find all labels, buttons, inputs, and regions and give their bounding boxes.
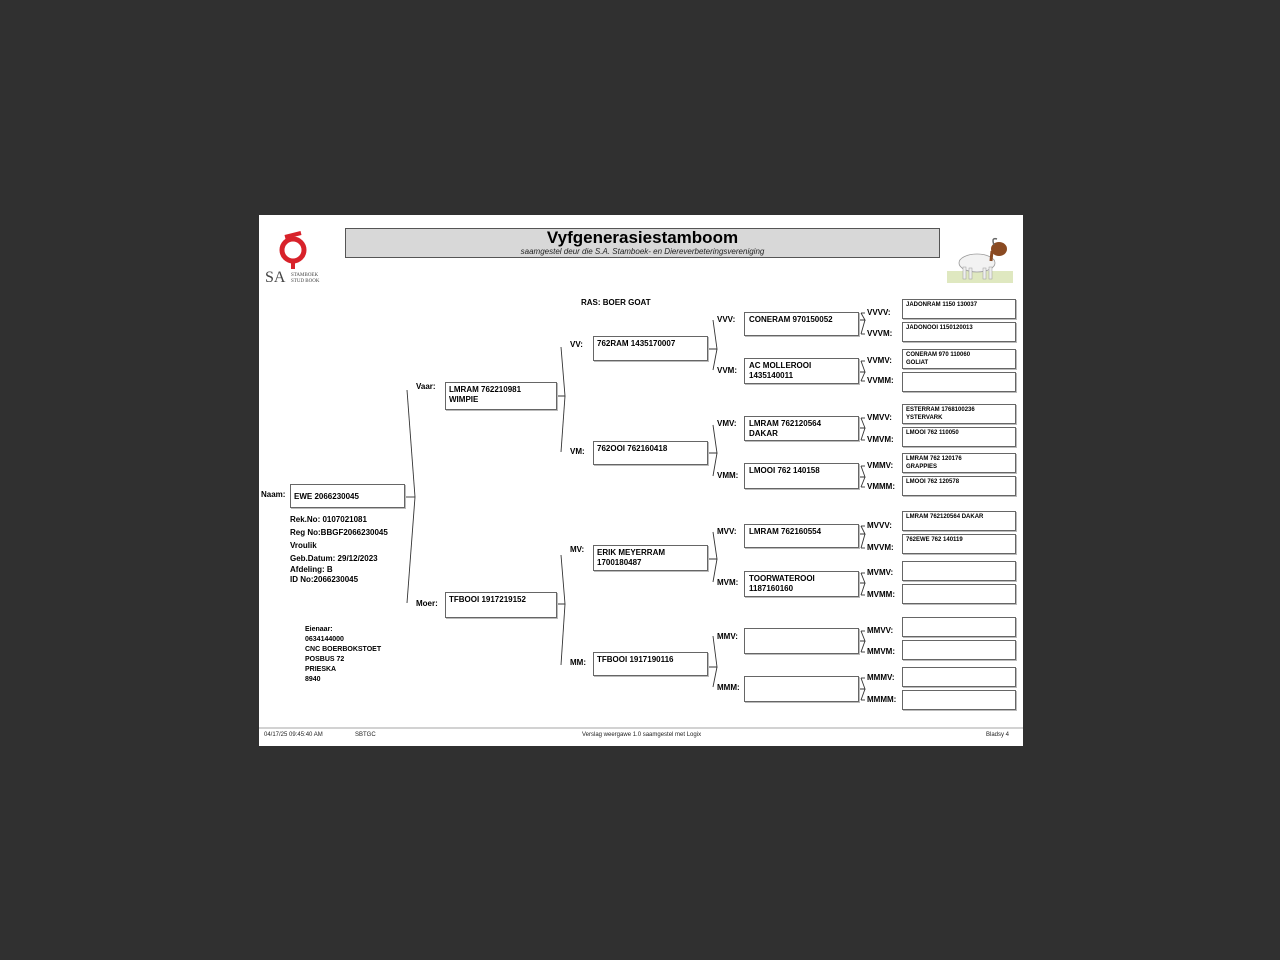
pedigree-MM	[593, 652, 708, 676]
label-VV: VV:	[570, 340, 583, 349]
label-MVVV: MVVV:	[867, 521, 892, 530]
pedigree-MMV	[744, 628, 859, 654]
label-VVM: VVM:	[717, 366, 737, 375]
pedigree-MV	[593, 545, 708, 571]
pedigree-VVVV	[902, 299, 1016, 319]
page-subtitle: saamgestel deur die S.A. Stamboek- en Diereverbeteringsvereniging	[520, 247, 765, 256]
pedigree-VMVM	[902, 427, 1016, 447]
pedigree-MVVM	[902, 534, 1016, 554]
label-VVV: VVV:	[717, 315, 736, 324]
pedigree-document	[259, 215, 1023, 746]
owner-label: Eienaar:	[305, 626, 333, 633]
name-V: LMRAM 762210981 WIMPIE	[449, 385, 522, 404]
owner-number: 0634144000	[305, 636, 344, 643]
animal-name-box: EWE 2066230045	[290, 484, 405, 508]
animal-name-label: Naam:	[261, 490, 286, 499]
pedigree-VM	[593, 441, 708, 465]
label-MMMM: MMMM:	[867, 695, 897, 704]
name-VVMV: CONERAM 970 110060 GOLIAT	[906, 352, 971, 366]
label-MMV: MMV:	[717, 632, 738, 641]
pedigree-VVVM	[902, 322, 1016, 342]
pedigree-V	[445, 382, 557, 410]
label-VMMV: VMMV:	[867, 461, 894, 470]
pedigree-MVMV	[902, 561, 1016, 581]
footer-code: SBTGC	[355, 732, 376, 738]
label-VVVM: VVVM:	[867, 329, 893, 338]
label-MMM: MMM:	[717, 683, 740, 692]
owner-address: POSBUS 72	[305, 656, 345, 663]
name-MVM: TOORWATEROOI 1187160160	[749, 574, 815, 593]
pedigree-VMM	[744, 463, 859, 489]
label-MVMM: MVMM:	[867, 590, 895, 599]
label-MV: MV:	[570, 545, 585, 554]
pedigree-MMVV	[902, 617, 1016, 637]
label-VMV: VMV:	[717, 419, 737, 428]
name-MM: TFBOOI 1917190116	[597, 655, 674, 664]
page-title: Vyfgenerasiestamboom	[546, 228, 739, 247]
pedigree-VVMV	[902, 349, 1016, 369]
owner-block	[305, 625, 381, 685]
label-MM: MM:	[570, 658, 586, 667]
sex: Vroulik	[290, 541, 317, 550]
name-VMV: LMRAM 762120564 DAKAR	[749, 419, 822, 438]
name-VVVV: JADONRAM 1150 130037	[906, 302, 978, 308]
pedigree-MVMM	[902, 584, 1016, 604]
label-M: Moer:	[416, 599, 438, 608]
pedigree-MMM	[744, 676, 859, 702]
label-VMMM: VMMM:	[867, 482, 895, 491]
name-VMMM: LMOOI 762 120578	[906, 479, 960, 485]
label-MVV: MVV:	[717, 527, 737, 536]
name-VV: 762RAM 1435170007	[597, 339, 676, 348]
name-MVV: LMRAM 762160554	[749, 527, 822, 536]
name-VMM: LMOOI 762 140158	[749, 466, 820, 475]
breed-label: RAS: BOER GOAT	[581, 298, 651, 307]
pedigree-MMVM	[902, 640, 1016, 660]
name-VVVM: JADONOOI 1150120013	[906, 325, 973, 331]
label-MVM: MVM:	[717, 578, 739, 587]
pedigree-VMMV	[902, 453, 1016, 473]
name-MVVV: LMRAM 762120564 DAKAR	[906, 514, 984, 520]
name-VMMV: LMRAM 762 120176 GRAPPIES	[906, 456, 962, 470]
pedigree-VMV	[744, 416, 859, 441]
name-MV: ERIK MEYERRAM 1700180487	[597, 548, 666, 567]
name-VM: 762OOI 762160418	[597, 444, 668, 453]
label-MVVM: MVVM:	[867, 543, 894, 552]
pedigree-VMVV	[902, 404, 1016, 424]
label-VMVM: VMVM:	[867, 435, 894, 444]
owner-postcode: 8940	[305, 676, 321, 683]
logo-line1: STAMBOEK	[291, 273, 319, 278]
regnr: Reg No:BBGF2066230045	[290, 528, 388, 537]
pedigree-VVMM	[902, 372, 1016, 392]
name-M: TFBOOI 1917219152	[449, 595, 526, 604]
name-VMVV: ESTERRAM 1768100236 YSTERVARK	[906, 407, 975, 421]
label-VVVV: VVVV:	[867, 308, 891, 317]
section: Afdeling: B	[290, 565, 333, 574]
pedigree-VMMM	[902, 476, 1016, 496]
pedigree-MMMV	[902, 667, 1016, 687]
label-V: Vaar:	[416, 382, 436, 391]
pedigree-VV	[593, 336, 708, 361]
animal-details	[290, 513, 388, 585]
pedigree-MMMM	[902, 690, 1016, 710]
owner-town: PRIESKA	[305, 666, 337, 673]
footer-timestamp: 04/17/25 09:45:40 AM	[264, 732, 323, 738]
pedigree-MVM	[744, 571, 859, 597]
label-VVMM: VVMM:	[867, 376, 894, 385]
pedigree-MVV	[744, 524, 859, 548]
pedigree-MVVV	[902, 511, 1016, 531]
pedigree-M	[445, 592, 557, 618]
label-VMM: VMM:	[717, 471, 739, 480]
logo-letters: SA	[265, 269, 286, 286]
owner-name: CNC BOERBOKSTOET	[305, 646, 382, 653]
name-VVM: AC MOLLEROOI 1435140011	[749, 361, 812, 380]
logo-line2: STUD BOOK	[291, 279, 320, 284]
name-MVVM: 762EWE 762 140119	[906, 537, 963, 543]
footer-version: Verslag weergawe 1.0 saamgestel met Logix	[582, 732, 702, 738]
label-VVMV: VVMV:	[867, 356, 892, 365]
label-MVMV: MVMV:	[867, 568, 894, 577]
pedigree-VVM	[744, 358, 859, 384]
label-VMVV: VMVV:	[867, 413, 892, 422]
pedigree-VVV	[744, 312, 859, 336]
label-MMMV: MMMV:	[867, 673, 895, 682]
label-VM: VM:	[570, 447, 585, 456]
label-MMVV: MMVV:	[867, 626, 894, 635]
birth-date: Geb.Datum: 29/12/2023	[290, 554, 378, 563]
footer-page: Bladsy 4	[986, 732, 1010, 738]
name-VMVM: LMOOI 762 110050	[906, 430, 959, 436]
reknr: Rek.No: 0107021081	[290, 515, 367, 524]
label-MMVM: MMVM:	[867, 647, 895, 656]
id-number: ID No:2066230045	[290, 575, 359, 584]
name-VVV: CONERAM 970150052	[749, 315, 833, 324]
